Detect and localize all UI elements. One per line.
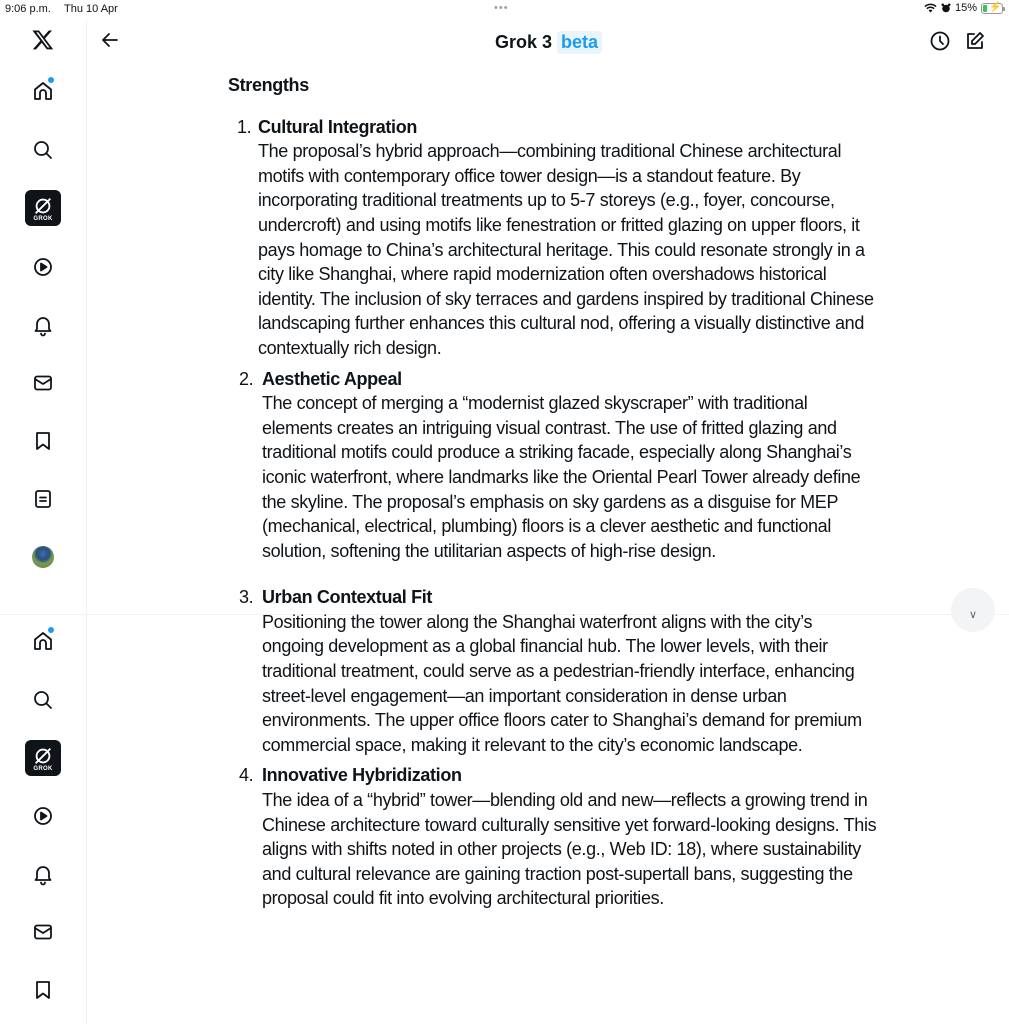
sidebar-item-home[interactable]	[25, 73, 61, 109]
sidebar-item-video[interactable]	[25, 798, 61, 834]
back-button[interactable]	[98, 28, 122, 52]
item-number: 1.	[237, 116, 252, 137]
x-logo-button[interactable]	[25, 22, 61, 58]
page-title	[495, 31, 602, 54]
status-bar	[0, 0, 1009, 20]
back-arrow-icon	[98, 28, 122, 52]
grok-icon	[25, 190, 61, 226]
sidebar-item-home[interactable]	[25, 623, 61, 659]
search-icon	[31, 138, 55, 162]
grok-label: GROK	[33, 765, 53, 772]
list-item	[228, 585, 878, 757]
play-icon	[31, 255, 55, 279]
list-icon	[31, 487, 55, 511]
item-body: The proposal’s hybrid approach—combining traditional Chinese architectural motifs with contemporary office tower design—is a standout feature. By incorporating traditional treatments up to 5-7 storeys (e.g., foyer, concourse, undercroft) and using motifs like fenestration or fritted glazing on upper floors, it pays homage to China’s architectural heritage. This could resonate strongly in a city like Shanghai, where rapid modernization often overshadows historical identity. The inclusion of sky terraces and gardens inspired by traditional Chinese landscaping further enhances this cultural nod, offering a visually distinctive and contextually rich design.	[258, 141, 874, 358]
list-item	[228, 367, 878, 564]
multitasking-dots[interactable]: •••	[494, 2, 509, 14]
beta-badge: beta	[557, 31, 602, 54]
mail-icon	[31, 371, 55, 395]
notification-dot	[48, 77, 54, 83]
bell-icon	[31, 862, 55, 886]
alarm-icon	[941, 3, 951, 13]
status-date: Thu 10 Apr	[64, 3, 118, 15]
item-body: The concept of merging a “modernist glazed skyscraper” with traditional elements creates an intriguing visual contrast. The use of fritted glazing and traditional motifs could produce a striking facade, especially along Shanghai’s iconic waterfront, where landmarks like the Oriental Pearl Tower already define the skyline. The proposal’s emphasis on sky gardens as a disguise for MEP (mechanical, electrical, plumbing) floors is a clever aesthetic and functional solution, softening the utilitarian aspects of high-rise design.	[262, 393, 861, 561]
clock-icon	[928, 29, 952, 53]
sidebar-item-video[interactable]	[25, 249, 61, 285]
search-icon	[31, 688, 55, 712]
bookmark-icon	[31, 429, 55, 453]
battery-percent: 15%	[954, 2, 977, 14]
title-text: Grok 3	[495, 32, 553, 52]
grok-icon	[25, 740, 61, 776]
chevron-down-icon: ∨	[968, 609, 978, 621]
item-title: Urban Contextual Fit	[262, 587, 433, 608]
list-item	[228, 763, 878, 911]
mail-icon	[31, 920, 55, 944]
item-body: The idea of a “hybrid” tower—blending old and new—reflects a growing trend in Chinese architecture toward culturally sensitive yet forward-looking designs. This aligns with shifts noted in other projects (e.g., Web ID: 18), where sustainability and cultural relevance are gaining traction post-supertall bans, suggesting the proposal could fit into evolving architectural priorities.	[262, 790, 877, 909]
sidebar-item-profile[interactable]	[25, 539, 61, 575]
sidebar-item-notifications[interactable]	[25, 856, 61, 892]
scroll-down-button[interactable]	[951, 588, 997, 621]
compose-icon	[963, 29, 987, 53]
play-icon	[31, 804, 55, 828]
history-button[interactable]	[928, 29, 952, 53]
response-content	[228, 72, 878, 917]
new-chat-button[interactable]	[963, 29, 987, 53]
grok-label: GROK	[33, 215, 53, 222]
item-number: 4.	[239, 765, 254, 786]
item-title: Cultural Integration	[258, 116, 417, 137]
wifi-icon	[924, 3, 937, 13]
bookmark-icon	[31, 978, 55, 1002]
item-number: 2.	[239, 368, 254, 389]
item-title: Innovative Hybridization	[262, 765, 462, 786]
avatar	[32, 546, 54, 568]
sidebar-item-messages[interactable]	[25, 914, 61, 950]
sidebar-item-grok[interactable]	[25, 740, 61, 776]
status-time: 9:06 p.m.	[5, 3, 51, 15]
battery-icon: ⚡	[981, 3, 1003, 14]
sidebar-item-search[interactable]	[25, 682, 61, 718]
sidebar-item-grok[interactable]	[25, 190, 61, 226]
bell-icon	[31, 313, 55, 337]
sidebar-item-bookmarks[interactable]	[25, 972, 61, 1008]
item-number: 3.	[239, 587, 254, 608]
notification-dot	[48, 627, 54, 633]
sidebar-item-search[interactable]	[25, 132, 61, 168]
x-logo-icon	[31, 28, 55, 52]
sidebar-item-messages[interactable]	[25, 365, 61, 401]
sidebar	[0, 20, 87, 1024]
sidebar-item-bookmarks[interactable]	[25, 423, 61, 459]
sidebar-item-lists[interactable]	[25, 481, 61, 517]
list-item	[228, 115, 878, 361]
item-title: Aesthetic Appeal	[262, 368, 402, 389]
section-heading: Strengths	[228, 75, 309, 95]
sidebar-item-notifications[interactable]	[25, 307, 61, 343]
header	[88, 20, 1009, 62]
status-indicators	[924, 2, 1003, 14]
item-body: Positioning the tower along the Shanghai waterfront aligns with the city’s ongoing development as a global financial hub. The lower levels, with their traditional treatment, could serve as a pedestrian-friendly interface, enhancing street-level engagement—an important consideration in dense urban environments. The upper office floors cater to Shanghai’s demand for premium commercial space, making it relevant to the city’s economic landscape.	[262, 611, 862, 755]
